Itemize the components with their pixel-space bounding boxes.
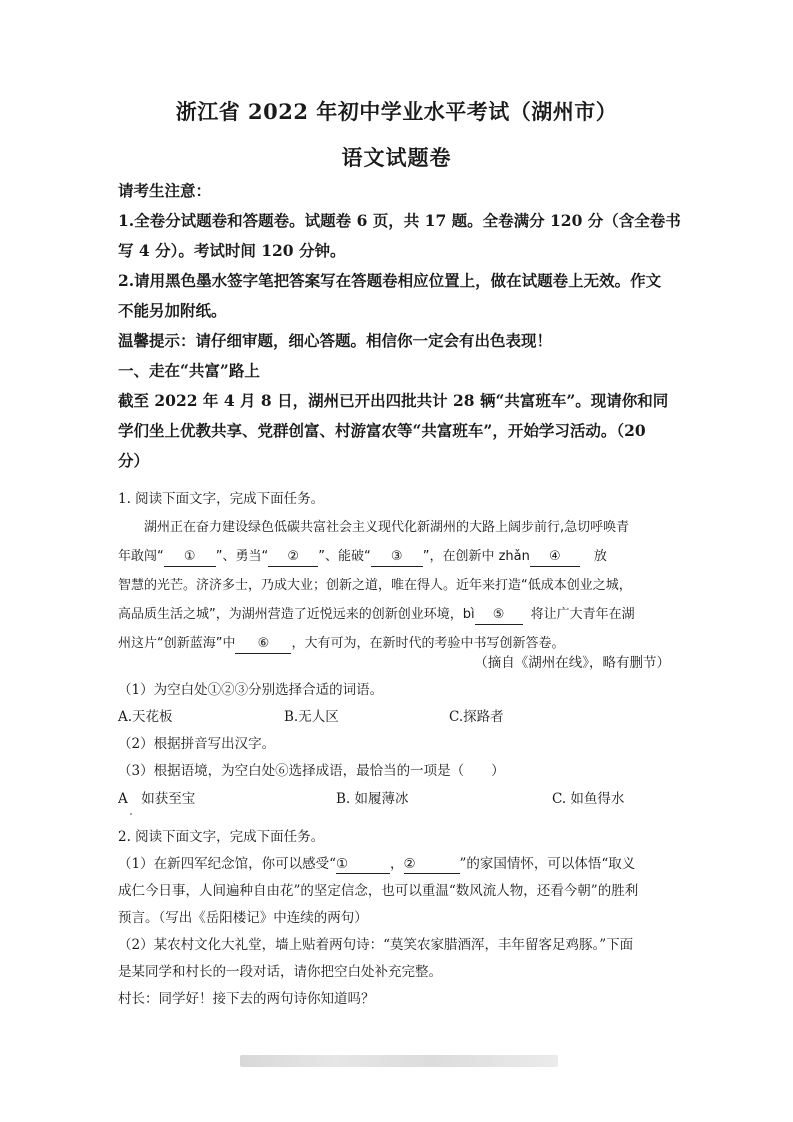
- passage-line-1: 湖州正在奋力建设绿色低碳共富社会主义现代化新湖州的大路上阔步前行,急切呼唤青: [144, 520, 630, 535]
- passage-text: 高品质生活之城”，为湖州营造了近悦远来的创新创业环境，bì: [118, 607, 475, 622]
- section-1-intro-line-3: 分）: [118, 451, 150, 470]
- option-a: A.天花板: [118, 709, 173, 725]
- q1-sub-1-options: [118, 704, 678, 731]
- notice-item-2-line-1: 2.请用黑色墨水签字笔把答案写在答题卷相应位置上，做在试题卷上无效。作文: [118, 271, 662, 290]
- option-c: C. 如鱼得水: [552, 791, 625, 807]
- blurred-footer-watermark: [240, 1055, 558, 1067]
- q2-sub-2-line-1: （2）某农村文化大礼堂，墙上贴着两句诗：“莫笑农家腊酒浑，丰年留客足鸡豚。”下面: [118, 937, 634, 953]
- passage-line-3: 智慧的光芒。济济多士，乃成大业；创新之道，唯在得人。近年来打造“低成本创业之城，: [118, 578, 632, 593]
- section-1-intro-line-2: 学们坐上优教共享、党群创富、村游富农等“共富班车”，开始学习活动。（20: [118, 421, 646, 440]
- q2-sub-2-line-2: 是某同学和村长的一段对话，请你把空白处补充完整。: [118, 964, 442, 980]
- passage-text: ”，在创新中 zhǎn: [422, 549, 530, 564]
- blank-5: ⑤: [475, 606, 523, 625]
- q1-sub-1: （1）为空白处①②③分别选择合适的词语。: [118, 682, 384, 698]
- q1-passage: [118, 513, 673, 658]
- notice-block: [118, 176, 681, 476]
- q2-sub-1: [118, 851, 674, 932]
- q1-sub-2: （2）根据拼音写出汉字。: [118, 736, 276, 752]
- passage-text: 将让广大青年在湖: [530, 607, 635, 622]
- q2-blank-1: ①: [336, 855, 390, 874]
- passage-text: 年敢闯“: [118, 549, 164, 564]
- q1-sub-3: （3）根据语境，为空白处⑥选择成语，最恰当的一项是（ ）: [118, 763, 505, 779]
- blank-2: ②: [268, 548, 318, 567]
- q2-prompt: 2. 阅读下面文字，完成下面任务。: [118, 829, 325, 845]
- notice-item-2-line-2: 不能另加附纸。: [118, 301, 227, 320]
- q2-sub-2: [118, 932, 674, 1013]
- option-b: B. 如履薄冰: [336, 791, 409, 807]
- passage-text: 州这片“创新蓝海”中: [118, 636, 236, 651]
- passage-text: ，大有可为，在新时代的考验中书写创新答卷。: [291, 636, 565, 651]
- q2-text: （1）在新四军纪念馆，你可以感受“: [118, 856, 336, 872]
- q1-prompt: 1. 阅读下面文字，完成下面任务。: [118, 491, 325, 507]
- q2-text: ，: [390, 856, 404, 872]
- passage-text: ”、能破“: [318, 549, 371, 564]
- q2-sub-2-line-3: 村长：同学好！接下去的两句诗你知道吗？: [118, 991, 375, 1007]
- q1-sub-3-options: [118, 786, 678, 813]
- notice-heading: 请考生注意：: [118, 181, 212, 200]
- passage-line-2: [118, 542, 673, 571]
- notice-tip: 温馨提示：请仔细审题，细心答题。相信你一定会有出色表现！: [118, 331, 553, 350]
- notice-item-1-line-1: 1.全卷分试题卷和答题卷。试题卷 6 页，共 17 题。全卷满分 120 分（含全卷书: [118, 211, 681, 230]
- passage-line-4: [118, 600, 673, 629]
- q2-blank-2: ②: [404, 855, 460, 874]
- q2-sub-1-line-3: 预言。（写出《岳阳楼记》中连续的两句）: [118, 910, 368, 926]
- blank-3: ③: [371, 548, 423, 567]
- exam-title: 浙江省 2022 年初中学业水平考试（湖州市）: [175, 99, 618, 124]
- q2-text: ”的家国情怀，可以体悟“取义: [459, 856, 636, 872]
- passage-source: （摘自《湖州在线》，略有删节）: [474, 655, 670, 671]
- section-1-heading: 一、走在“共富”路上: [118, 361, 260, 380]
- option-c: C.探路者: [449, 709, 504, 725]
- exam-subtitle: 语文试题卷: [341, 145, 452, 170]
- blank-4: ④: [530, 548, 580, 567]
- notice-item-1-line-2: 写 4 分）。考试时间 120 分钟。: [118, 241, 346, 260]
- passage-text: 放: [593, 549, 607, 564]
- blank-6: ⑥: [235, 635, 291, 654]
- blank-1: ①: [164, 548, 216, 567]
- section-1-intro-line-1: 截至 2022 年 4 月 8 日，湖州已开出四批共计 28 辆“共富班车”。现请你和同: [118, 391, 669, 410]
- q2-sub-1-line-1: [118, 851, 674, 878]
- passage-text: ”、勇当“: [215, 549, 269, 564]
- scan-speck: [130, 813, 132, 815]
- option-a: A 如获至宝: [118, 791, 196, 807]
- q2-sub-1-line-2: 成仁今日事，人间遍种自由花”的坚定信念，也可以重温“数风流人物，还看今朝”的胜利: [118, 883, 639, 899]
- option-b: B.无人区: [284, 709, 339, 725]
